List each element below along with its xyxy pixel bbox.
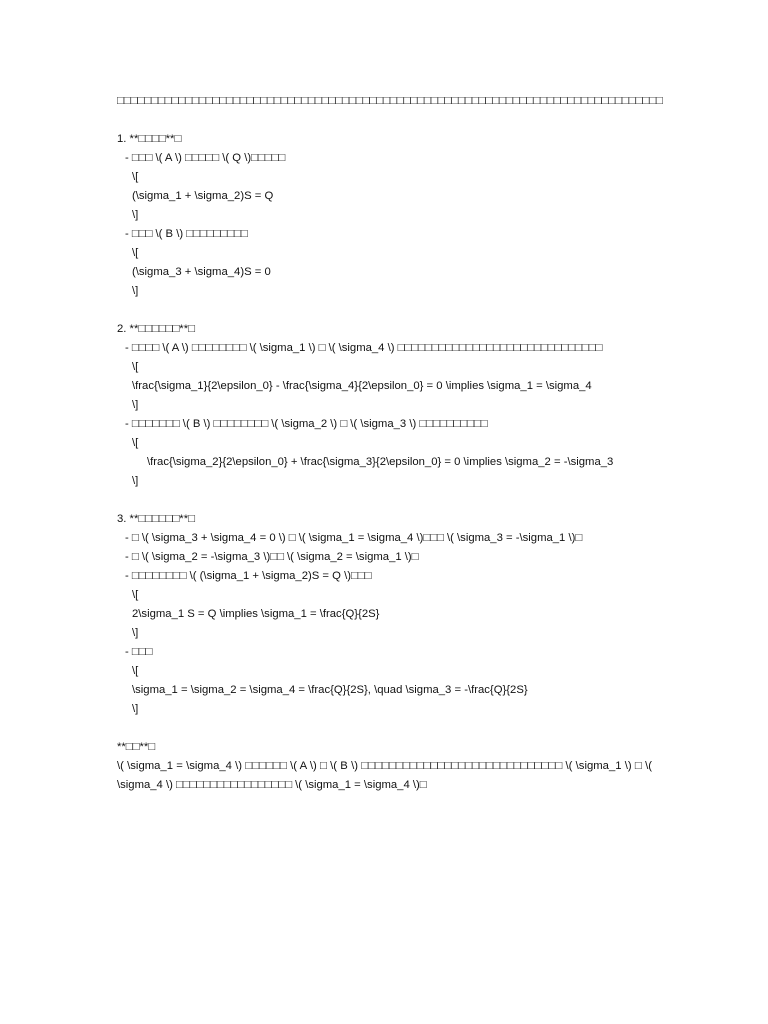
section-2-line: \]: [132, 475, 139, 487]
section-1-equation: (\sigma_1 + \sigma_2)S = Q: [132, 190, 274, 202]
spacer: [117, 111, 652, 130]
section-1-heading: 1. **□□□□**□: [117, 133, 182, 145]
section-1-line: \]: [132, 285, 139, 297]
section-1-line: \]: [132, 209, 139, 221]
section-3-heading: 3. **□□□□□□**□: [117, 513, 195, 525]
section-1-line: \[: [132, 171, 139, 183]
section-2-line: - □□□□□□□ \( B \) □□□□□□□□ \( \sigma_2 \) □ \( \sigma_3 \) □□□□□□□□□□: [125, 418, 488, 430]
section-3-line: - □ \( \sigma_3 + \sigma_4 = 0 \) □ \( \sigma_1 = \sigma_4 \)□□□ \( \sigma_3 = -\sigma_1 \)□: [125, 532, 583, 544]
section-3-equation: 2\sigma_1 S = Q \implies \sigma_1 = \frac{Q}{2S}: [132, 608, 380, 620]
conclusion-heading: **□□**□: [117, 741, 156, 753]
section-2-line: - □□□□ \( A \) □□□□□□□□ \( \sigma_1 \) □ \( \sigma_4 \) □□□□□□□□□□□□□□□□□□□□□□□□□□□□□□: [125, 342, 603, 354]
section-1-line: \[: [132, 247, 139, 259]
section-3-line: \]: [132, 627, 139, 639]
spacer: [117, 491, 652, 510]
section-3-line: - □ \( \sigma_2 = -\sigma_3 \)□□ \( \sigma_2 = \sigma_1 \)□: [125, 551, 419, 563]
section-1-line: - □□□ \( A \) □□□□□ \( Q \)□□□□□: [125, 152, 286, 164]
intro-paragraph: □□□□□□□□□□□□□□□□□□□□□□□□□□□□□□□□□□□□□□□□□□□□□□□□□□□□□□□□□□□□□□□□□□□□□□□□□□□□□□□□: [117, 95, 663, 107]
document-body: [117, 92, 663, 795]
section-2-line: \]: [132, 399, 139, 411]
conclusion-paragraph: \( \sigma_1 = \sigma_4 \) □□□□□□ \( A \) □ \( B \) □□□□□□□□□□□□□□□□□□□□□□□□□□□□□ \( \sigma_1 \) □ \( \sigma_4 \) □□□□□□□□□□□□□□□□□ \( \sigma_1 = \sigma_4 \)□: [117, 760, 652, 791]
section-3-line: - □□□: [125, 646, 153, 658]
spacer: [117, 719, 652, 738]
section-3-line: \[: [132, 665, 139, 677]
section-1-equation: (\sigma_3 + \sigma_4)S = 0: [132, 266, 271, 278]
section-1-line: - □□□ \( B \) □□□□□□□□□: [125, 228, 248, 240]
spacer: [117, 301, 652, 320]
section-2-line: \[: [132, 437, 139, 449]
section-2-equation: \frac{\sigma_1}{2\epsilon_0} - \frac{\sigma_4}{2\epsilon_0} = 0 \implies \sigma_1 = \sigma_4: [132, 380, 592, 392]
section-3-equation: \sigma_1 = \sigma_2 = \sigma_4 = \frac{Q}{2S}, \quad \sigma_3 = -\frac{Q}{2S}: [132, 684, 528, 696]
section-3-line: \[: [132, 589, 139, 601]
section-2-heading: 2. **□□□□□□**□: [117, 323, 195, 335]
section-3-line: - □□□□□□□□ \( (\sigma_1 + \sigma_2)S = Q \)□□□: [125, 570, 372, 582]
section-2-line: \[: [132, 361, 139, 373]
section-3-line: \]: [132, 703, 139, 715]
section-2-equation: \frac{\sigma_2}{2\epsilon_0} + \frac{\sigma_3}{2\epsilon_0} = 0 \implies \sigma_2 = -\sigma_3: [147, 456, 614, 468]
